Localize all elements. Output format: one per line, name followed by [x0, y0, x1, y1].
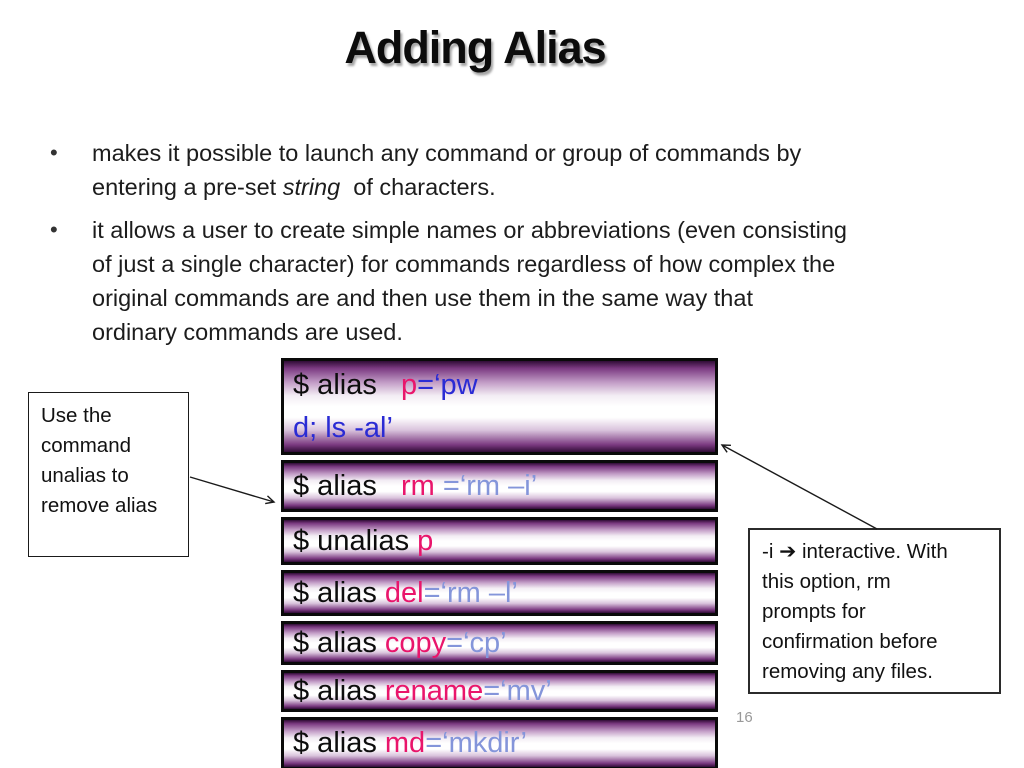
- alias-value: =‘mv’: [483, 674, 552, 707]
- command-box-alias-p: [281, 358, 718, 455]
- bullet-item: [50, 213, 950, 349]
- command-box-alias-rm: [281, 460, 718, 512]
- unalias-callout: Use the command unalias to remove alias: [28, 392, 189, 557]
- command-box-alias-del: [281, 570, 718, 616]
- command-line: $ alias md=‘mkdir’: [293, 727, 527, 759]
- bullet-text: it allows a user to create simple names or abbreviations (even consisting of just a single character) for commands regardless of how complex the original commands are and then use them in the same way that ordinary commands are used.: [92, 217, 847, 345]
- interactive-option-callout: -i ➔ interactive. With this option, rm prompts for confirmation before removing any files.: [748, 528, 1001, 694]
- command-box-alias-md: [281, 717, 718, 768]
- bullet-marker: •: [50, 140, 58, 165]
- alias-value: =‘cp’: [446, 626, 507, 659]
- alias-value: =‘pw: [417, 369, 478, 401]
- alias-name: rename: [384, 674, 484, 707]
- command-stack: [281, 358, 718, 768]
- bullet-list: [50, 136, 950, 358]
- command-box-alias-rename: [281, 670, 718, 712]
- command-line: $ alias p=‘pw: [293, 369, 478, 401]
- alias-name: p: [417, 524, 434, 557]
- slide-title: Adding Alias: [344, 22, 606, 73]
- command-line: [293, 407, 706, 450]
- page-number: 16: [736, 709, 753, 726]
- command-line: $ alias rm =‘rm –i’: [293, 469, 538, 502]
- bullet-text: makes it possible to launch any command or group of commands by entering a pre-set string of characters.: [92, 140, 802, 200]
- command-line: $ alias del=‘rm –l’: [293, 576, 518, 609]
- alias-value: =‘rm –l’: [423, 576, 518, 609]
- alias-name: copy: [384, 626, 447, 659]
- alias-value: d; ls -al’: [293, 412, 393, 444]
- alias-name: md: [384, 727, 426, 759]
- left-callout-arrow: [190, 477, 274, 502]
- alias-name: rm: [401, 469, 435, 502]
- bullet-marker: •: [50, 217, 58, 242]
- alias-name: del: [384, 576, 424, 609]
- command-box-unalias-p: [281, 517, 718, 565]
- italic-term: string: [282, 174, 341, 200]
- alias-value: =‘rm –i’: [434, 469, 538, 502]
- alias-value: =‘mkdir’: [425, 727, 527, 759]
- command-line: $ alias rename=‘mv’: [293, 674, 552, 707]
- command-line: $ unalias p: [293, 524, 434, 557]
- command-box-alias-copy: [281, 621, 718, 665]
- right-callout-arrow: [722, 445, 877, 529]
- command-line: $ alias copy=‘cp’: [293, 626, 507, 659]
- bullet-item: [50, 136, 950, 204]
- alias-name: p: [401, 369, 418, 401]
